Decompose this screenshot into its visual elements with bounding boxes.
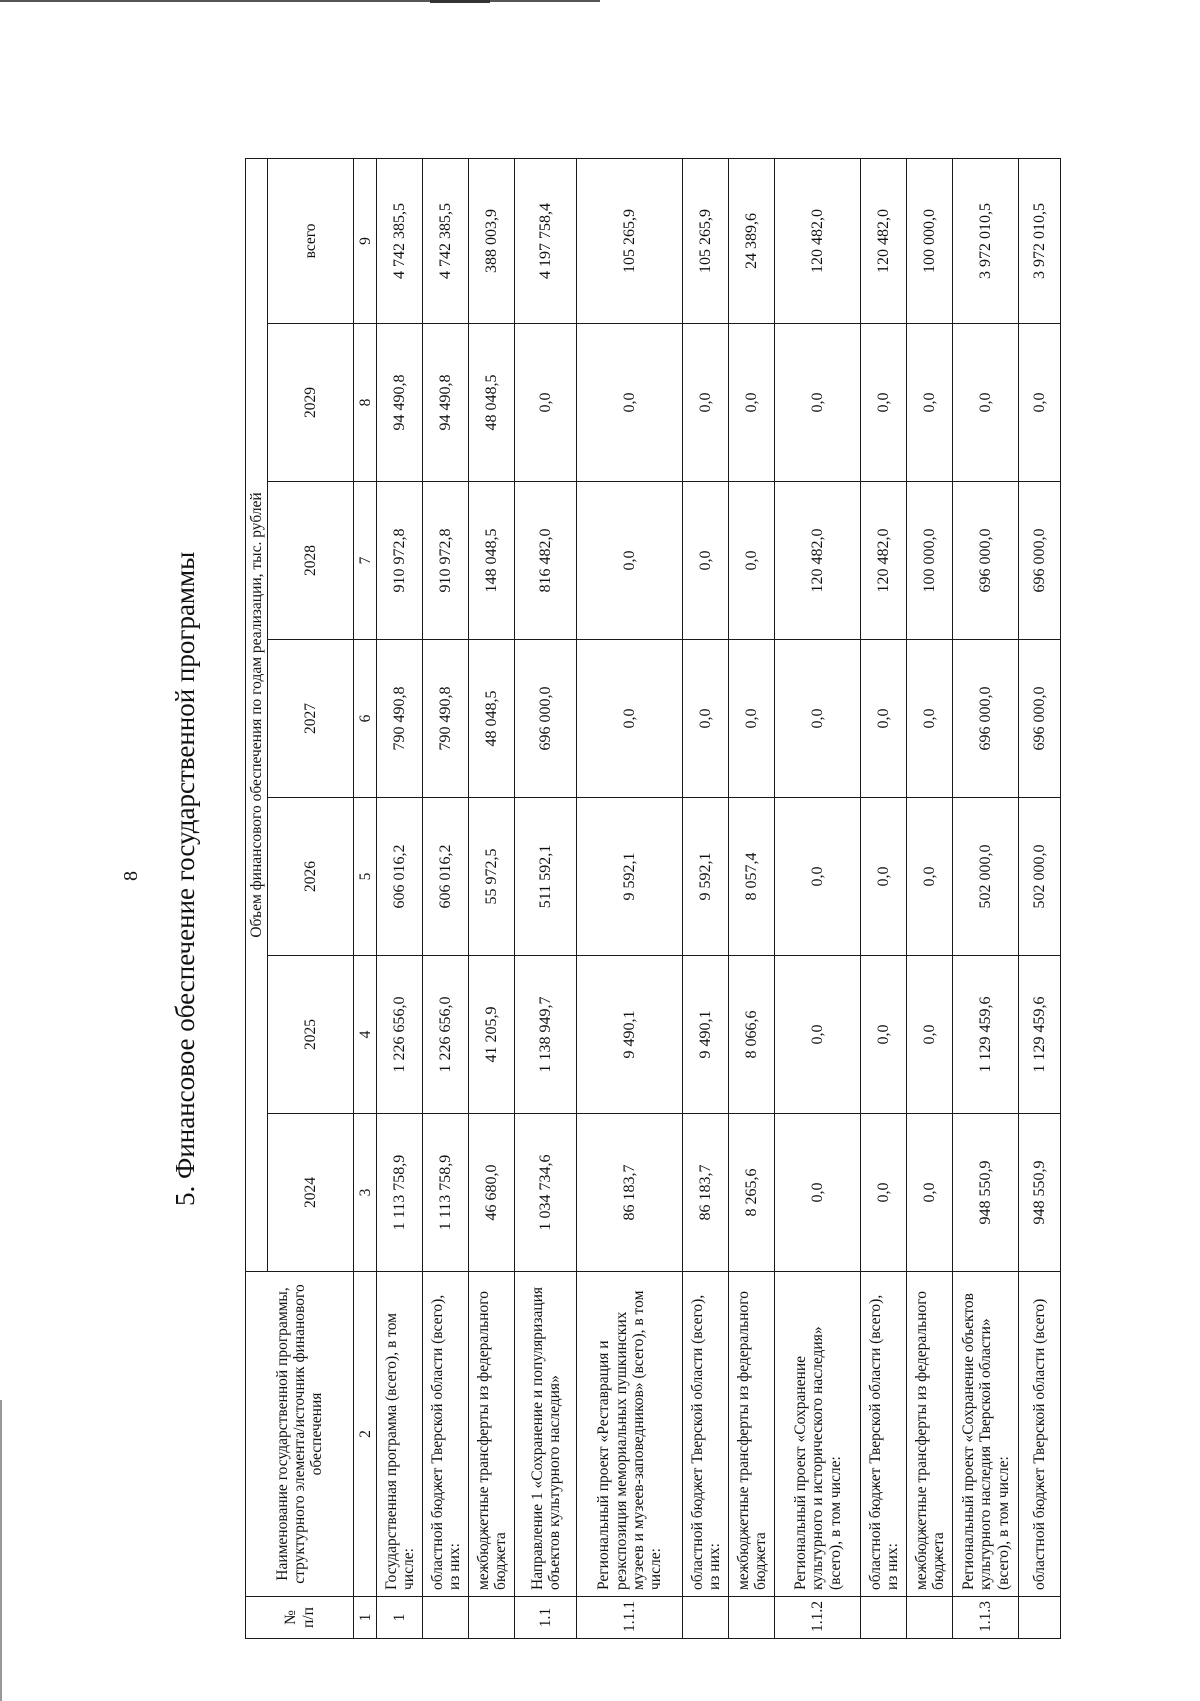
column-number: 7 — [354, 482, 377, 640]
year-value-cell: 910 972,8 — [423, 482, 469, 640]
row-name: Региональный проект «Сохранение объектов культурного наследия Тверской области» (всего), в том числе: — [953, 1272, 1019, 1597]
year-value-cell: 910 972,8 — [377, 482, 423, 640]
column-number: 9 — [354, 158, 377, 323]
header-total: всего — [268, 158, 354, 323]
row-number: 1 — [377, 1597, 423, 1639]
header-year: 2025 — [268, 956, 354, 1114]
total-value-cell: 120 482,0 — [775, 158, 861, 323]
header-volume: Объем финансового обеспечения по годам реализации, тыс. рублей — [246, 158, 268, 1271]
year-value-cell: 1 138 949,7 — [515, 956, 577, 1114]
year-value-cell: 696 000,0 — [1019, 640, 1061, 798]
year-value-cell: 94 490,8 — [377, 324, 423, 482]
year-value-cell: 0,0 — [953, 324, 1019, 482]
year-value-cell: 1 226 656,0 — [377, 956, 423, 1114]
column-number: 3 — [354, 1114, 377, 1272]
year-value-cell: 0,0 — [683, 324, 729, 482]
year-value-cell: 0,0 — [907, 324, 953, 482]
table-row — [377, 158, 423, 1638]
year-value-cell: 1 129 459,6 — [1019, 956, 1061, 1114]
row-number — [423, 1597, 469, 1639]
year-value-cell: 0,0 — [577, 482, 683, 640]
total-value-cell: 4 742 385,5 — [377, 158, 423, 323]
year-value-cell: 0,0 — [729, 482, 775, 640]
row-number — [861, 1597, 907, 1639]
year-value-cell: 0,0 — [907, 798, 953, 956]
column-number: 4 — [354, 956, 377, 1114]
year-value-cell: 606 016,2 — [377, 798, 423, 956]
year-value-cell: 502 000,0 — [953, 798, 1019, 956]
year-value-cell: 48 048,5 — [469, 640, 515, 798]
year-value-cell: 0,0 — [775, 798, 861, 956]
table-row — [423, 158, 469, 1638]
row-name: Региональный проект «Сохранение культурного и исторического наследия» (всего), в том числе: — [775, 1272, 861, 1597]
year-value-cell: 48 048,5 — [469, 324, 515, 482]
row-name: областной бюджет Тверской области (всего), из них: — [683, 1272, 729, 1597]
year-value-cell: 0,0 — [775, 640, 861, 798]
year-value-cell: 0,0 — [683, 640, 729, 798]
year-value-cell: 0,0 — [1019, 324, 1061, 482]
year-value-cell: 9 592,1 — [577, 798, 683, 956]
year-value-cell: 0,0 — [861, 640, 907, 798]
year-value-cell: 790 490,8 — [423, 640, 469, 798]
year-value-cell: 94 490,8 — [423, 324, 469, 482]
total-value-cell: 120 482,0 — [861, 158, 907, 323]
row-name: областной бюджет Тверской области (всего) — [1019, 1272, 1061, 1597]
row-number — [683, 1597, 729, 1639]
year-value-cell: 0,0 — [775, 956, 861, 1114]
total-value-cell: 24 389,6 — [729, 158, 775, 323]
total-value-cell: 100 000,0 — [907, 158, 953, 323]
table-row — [775, 158, 861, 1638]
year-value-cell: 1 034 734,6 — [515, 1114, 577, 1272]
column-numbers-row — [354, 158, 377, 1638]
year-value-cell: 948 550,9 — [953, 1114, 1019, 1272]
year-value-cell: 41 205,9 — [469, 956, 515, 1114]
year-value-cell: 86 183,7 — [577, 1114, 683, 1272]
row-name: Направление 1 «Сохранение и популяризация объектов культурного наследия» — [515, 1272, 577, 1597]
row-name: Региональный проект «Реставрация и реэкспозиция мемориальных пушкинских музеев и музеев-заповедников» (всего), в том числе: — [577, 1272, 683, 1597]
year-value-cell: 790 490,8 — [377, 640, 423, 798]
year-value-cell: 0,0 — [729, 324, 775, 482]
row-number: 1.1.1 — [577, 1597, 683, 1639]
total-value-cell: 4 742 385,5 — [423, 158, 469, 323]
year-value-cell: 8 057,4 — [729, 798, 775, 956]
page-number: 8 — [120, 871, 142, 881]
header-name: Наименование государственной программы, структурного элемента/источник финанового обеспечения — [246, 1272, 354, 1597]
row-name: Государственная программа (всего), в том числе: — [377, 1272, 423, 1597]
total-value-cell: 4 197 758,4 — [515, 158, 577, 323]
year-value-cell: 0,0 — [861, 324, 907, 482]
row-name: областной бюджет Тверской области (всего), из них: — [861, 1272, 907, 1597]
year-value-cell: 816 482,0 — [515, 482, 577, 640]
table-body — [377, 158, 1061, 1638]
column-number: 5 — [354, 798, 377, 956]
year-value-cell: 1 226 656,0 — [423, 956, 469, 1114]
year-value-cell: 0,0 — [861, 956, 907, 1114]
row-name: межбюджетные трансферты из федерального бюджета — [469, 1272, 515, 1597]
year-value-cell: 0,0 — [683, 482, 729, 640]
year-value-cell: 696 000,0 — [515, 640, 577, 798]
year-value-cell: 0,0 — [729, 640, 775, 798]
year-value-cell: 46 680,0 — [469, 1114, 515, 1272]
table-row — [729, 158, 775, 1638]
year-value-cell: 1 113 758,9 — [423, 1114, 469, 1272]
total-value-cell: 3 972 010,5 — [1019, 158, 1061, 323]
year-value-cell: 8 265,6 — [729, 1114, 775, 1272]
year-value-cell: 120 482,0 — [775, 482, 861, 640]
year-value-cell: 9 490,1 — [683, 956, 729, 1114]
header-year: 2028 — [268, 482, 354, 640]
year-value-cell: 606 016,2 — [423, 798, 469, 956]
year-value-cell: 120 482,0 — [861, 482, 907, 640]
header-year: 2029 — [268, 324, 354, 482]
year-value-cell: 1 113 758,9 — [377, 1114, 423, 1272]
year-value-cell: 696 000,0 — [953, 640, 1019, 798]
row-name: областной бюджет Тверской области (всего), из них: — [423, 1272, 469, 1597]
page-title: 5. Финансовое обеспечение государственной программы — [170, 551, 200, 1206]
table-row — [907, 158, 953, 1638]
year-value-cell: 0,0 — [577, 324, 683, 482]
year-value-cell: 100 000,0 — [907, 482, 953, 640]
row-name: межбюджетные трансферты из федерального бюджета — [907, 1272, 953, 1597]
year-value-cell: 0,0 — [907, 640, 953, 798]
year-value-cell: 0,0 — [861, 1114, 907, 1272]
year-value-cell: 0,0 — [861, 798, 907, 956]
row-number — [907, 1597, 953, 1639]
table-row — [861, 158, 907, 1638]
year-value-cell: 0,0 — [775, 1114, 861, 1272]
year-value-cell: 0,0 — [577, 640, 683, 798]
header-year: 2026 — [268, 798, 354, 956]
row-number: 1.1 — [515, 1597, 577, 1639]
row-number — [469, 1597, 515, 1639]
column-number: 6 — [354, 640, 377, 798]
total-value-cell: 3 972 010,5 — [953, 158, 1019, 323]
column-number: 1 — [354, 1597, 377, 1639]
table-row — [683, 158, 729, 1638]
column-number: 8 — [354, 324, 377, 482]
table-row — [469, 158, 515, 1638]
year-value-cell: 148 048,5 — [469, 482, 515, 640]
total-value-cell: 105 265,9 — [683, 158, 729, 323]
year-value-cell: 0,0 — [907, 1114, 953, 1272]
table-row — [577, 158, 683, 1638]
total-value-cell: 105 265,9 — [577, 158, 683, 323]
year-value-cell: 9 490,1 — [577, 956, 683, 1114]
year-value-cell: 0,0 — [775, 324, 861, 482]
total-value-cell: 388 003,9 — [469, 158, 515, 323]
header-year: 2027 — [268, 640, 354, 798]
financing-table — [245, 158, 1061, 1639]
year-value-cell: 502 000,0 — [1019, 798, 1061, 956]
header-year: 2024 — [268, 1114, 354, 1272]
row-number — [729, 1597, 775, 1639]
year-value-cell: 511 592,1 — [515, 798, 577, 956]
row-number: 1.1.3 — [953, 1597, 1019, 1639]
table-row — [515, 158, 577, 1638]
year-value-cell: 948 550,9 — [1019, 1114, 1061, 1272]
header-no: № п/п — [246, 1597, 354, 1639]
year-value-cell: 0,0 — [515, 324, 577, 482]
row-number: 1.1.2 — [775, 1597, 861, 1639]
year-value-cell: 0,0 — [907, 956, 953, 1114]
year-value-cell: 696 000,0 — [953, 482, 1019, 640]
year-value-cell: 9 592,1 — [683, 798, 729, 956]
row-number — [1019, 1597, 1061, 1639]
column-number: 2 — [354, 1272, 377, 1597]
row-name: межбюджетные трансферты из федерального бюджета — [729, 1272, 775, 1597]
year-value-cell: 55 972,5 — [469, 798, 515, 956]
year-value-cell: 1 129 459,6 — [953, 956, 1019, 1114]
year-value-cell: 86 183,7 — [683, 1114, 729, 1272]
year-value-cell: 696 000,0 — [1019, 482, 1061, 640]
year-value-cell: 8 066,6 — [729, 956, 775, 1114]
table-row — [953, 158, 1019, 1638]
table-row — [1019, 158, 1061, 1638]
